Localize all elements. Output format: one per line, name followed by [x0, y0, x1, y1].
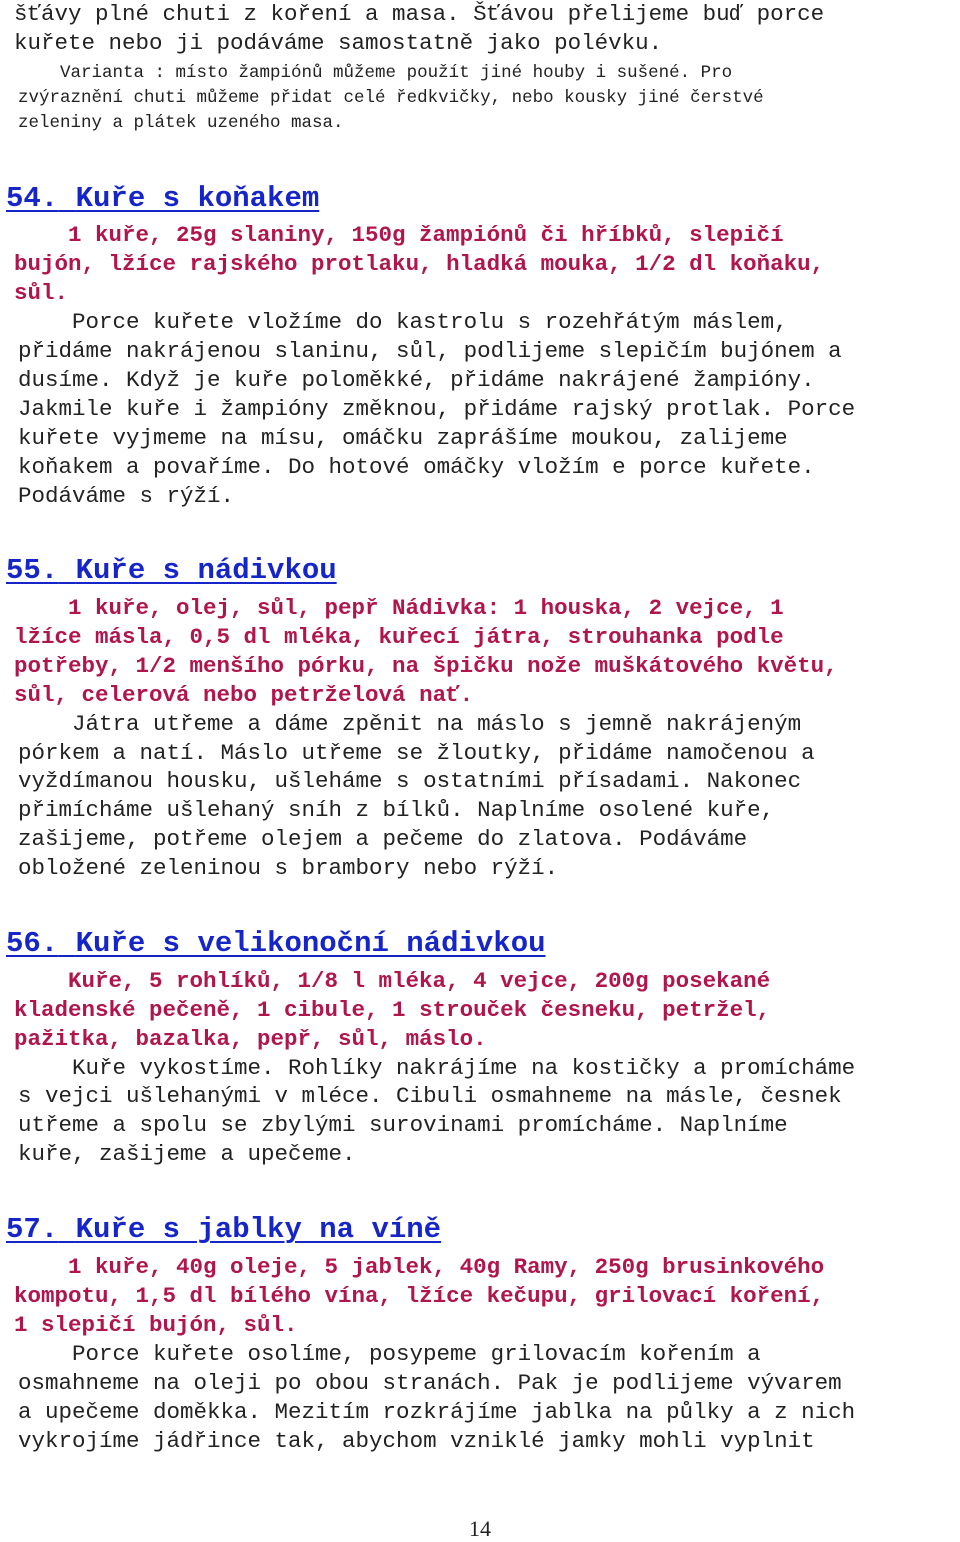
- recipe-heading: [6, 181, 319, 217]
- ingredients-line: kladenské pečeně, 1 cibule, 1 strouček česneku, petržel,: [14, 997, 771, 1023]
- ingredients-line: sůl, celerová nebo petrželová nať.: [14, 682, 474, 708]
- method-line: koňakem a povaříme. Do hotové omáčky vložím e porce kuřete.: [18, 454, 815, 480]
- method-line: osmahneme na oleji po obou stranách. Pak je podlijeme vývarem: [18, 1370, 842, 1396]
- method-line: Porce kuřete osolíme, posypeme grilovacím kořením a: [72, 1341, 761, 1367]
- intro-line: šťávy plné chuti z koření a masa. Šťávou přelijeme buď porce: [14, 1, 825, 27]
- recipe-number: 56.: [6, 927, 59, 960]
- ingredients-line: 1 kuře, olej, sůl, pepř Nádivka: 1 houska, 2 vejce, 1: [68, 595, 784, 621]
- method-line: dusíme. Když je kuře poloměkké, přidáme nakrájené žampióny.: [18, 367, 815, 393]
- variant-line: Varianta : místo žampiónů můžeme použít jiné houby i sušené. Pro: [18, 63, 733, 83]
- ingredients-line: Kuře, 5 rohlíků, 1/8 l mléka, 4 vejce, 200g posekané: [68, 968, 771, 994]
- method-line: Kuře vykostíme. Rohlíky nakrájíme na kostičky a promícháme: [72, 1055, 856, 1081]
- page-number: 14: [469, 1516, 491, 1541]
- recipe-number: 57.: [6, 1213, 59, 1246]
- method-line: a upečeme doměkka. Mezitím rozkrájíme jablka na půlky a z nich: [18, 1399, 856, 1425]
- ingredients-line: sůl.: [14, 280, 69, 306]
- ingredients-line: pažitka, bazalka, pepř, sůl, máslo.: [14, 1026, 487, 1052]
- method-line: utřeme a spolu se zbylými surovinami promícháme. Naplníme: [18, 1112, 788, 1138]
- variant-line: zvýraznění chuti můžeme přidat celé ředkvičky, nebo kousky jiné čerstvé: [18, 88, 764, 108]
- method-line: kuře, zašijeme a upečeme.: [18, 1141, 356, 1167]
- recipe-heading: [6, 1212, 441, 1248]
- method-line: vyždímanou housku, ušleháme s ostatními přísadami. Nakonec: [18, 768, 802, 794]
- recipe-number: 55.: [6, 554, 59, 587]
- ingredients-line: potřeby, 1/2 menšího pórku, na špičku nože muškátového květu,: [14, 653, 838, 679]
- method-line: přimícháme ušlehaný sníh z bílků. Naplníme osolené kuře,: [18, 797, 775, 823]
- recipe-title: Kuře s jablky na víně: [75, 1213, 442, 1246]
- ingredients-line: 1 slepičí bujón, sůl.: [14, 1312, 298, 1338]
- method-line: kuřete vyjmeme na mísu, omáčku zaprášíme moukou, zalijeme: [18, 425, 788, 451]
- method-line: přidáme nakrájenou slaninu, sůl, podlijeme slepičím bujónem a: [18, 338, 842, 364]
- recipe-heading: [6, 926, 546, 962]
- variant-line: zeleniny a plátek uzeného masa.: [18, 113, 344, 133]
- method-line: pórkem a natí. Máslo utřeme se žloutky, přidáme namočenou a: [18, 740, 815, 766]
- method-line: zašijeme, potřeme olejem a pečeme do zlatova. Podáváme: [18, 826, 748, 852]
- recipe-heading: [6, 553, 337, 589]
- ingredients-line: 1 kuře, 25g slaniny, 150g žampiónů či hříbků, slepičí: [68, 222, 784, 248]
- ingredients-line: lžíce másla, 0,5 dl mléka, kuřecí játra, strouhanka podle: [14, 624, 784, 650]
- recipe-title: Kuře s koňakem: [75, 182, 320, 215]
- recipe-title: Kuře s velikonoční nádivkou: [75, 927, 546, 960]
- ingredients-line: 1 kuře, 40g oleje, 5 jablek, 40g Ramy, 250g brusinkového: [68, 1254, 825, 1280]
- ingredients-line: bujón, lžíce rajského protlaku, hladká mouka, 1/2 dl koňaku,: [14, 251, 825, 277]
- method-line: vykrojíme jádřince tak, abychom vzniklé jamky mohli vyplnit: [18, 1428, 815, 1454]
- method-line: obložené zeleninou s brambory nebo rýží.: [18, 855, 559, 881]
- method-line: Játra utřeme a dáme zpěnit na máslo s jemně nakrájeným: [72, 711, 802, 737]
- recipe-number: 54.: [6, 182, 59, 215]
- method-line: Porce kuřete vložíme do kastrolu s rozehřátým máslem,: [72, 309, 788, 335]
- method-line: s vejci ušlehanými v mléce. Cibuli osmahneme na másle, česnek: [18, 1083, 842, 1109]
- intro-line: kuřete nebo ji podáváme samostatně jako polévku.: [14, 30, 663, 56]
- ingredients-line: kompotu, 1,5 dl bílého vína, lžíce kečupu, grilovací koření,: [14, 1283, 825, 1309]
- method-line: Podáváme s rýží.: [18, 483, 235, 509]
- recipe-title: Kuře s nádivkou: [75, 554, 337, 587]
- method-line: Jakmile kuře i žampióny změknou, přidáme rajský protlak. Porce: [18, 396, 856, 422]
